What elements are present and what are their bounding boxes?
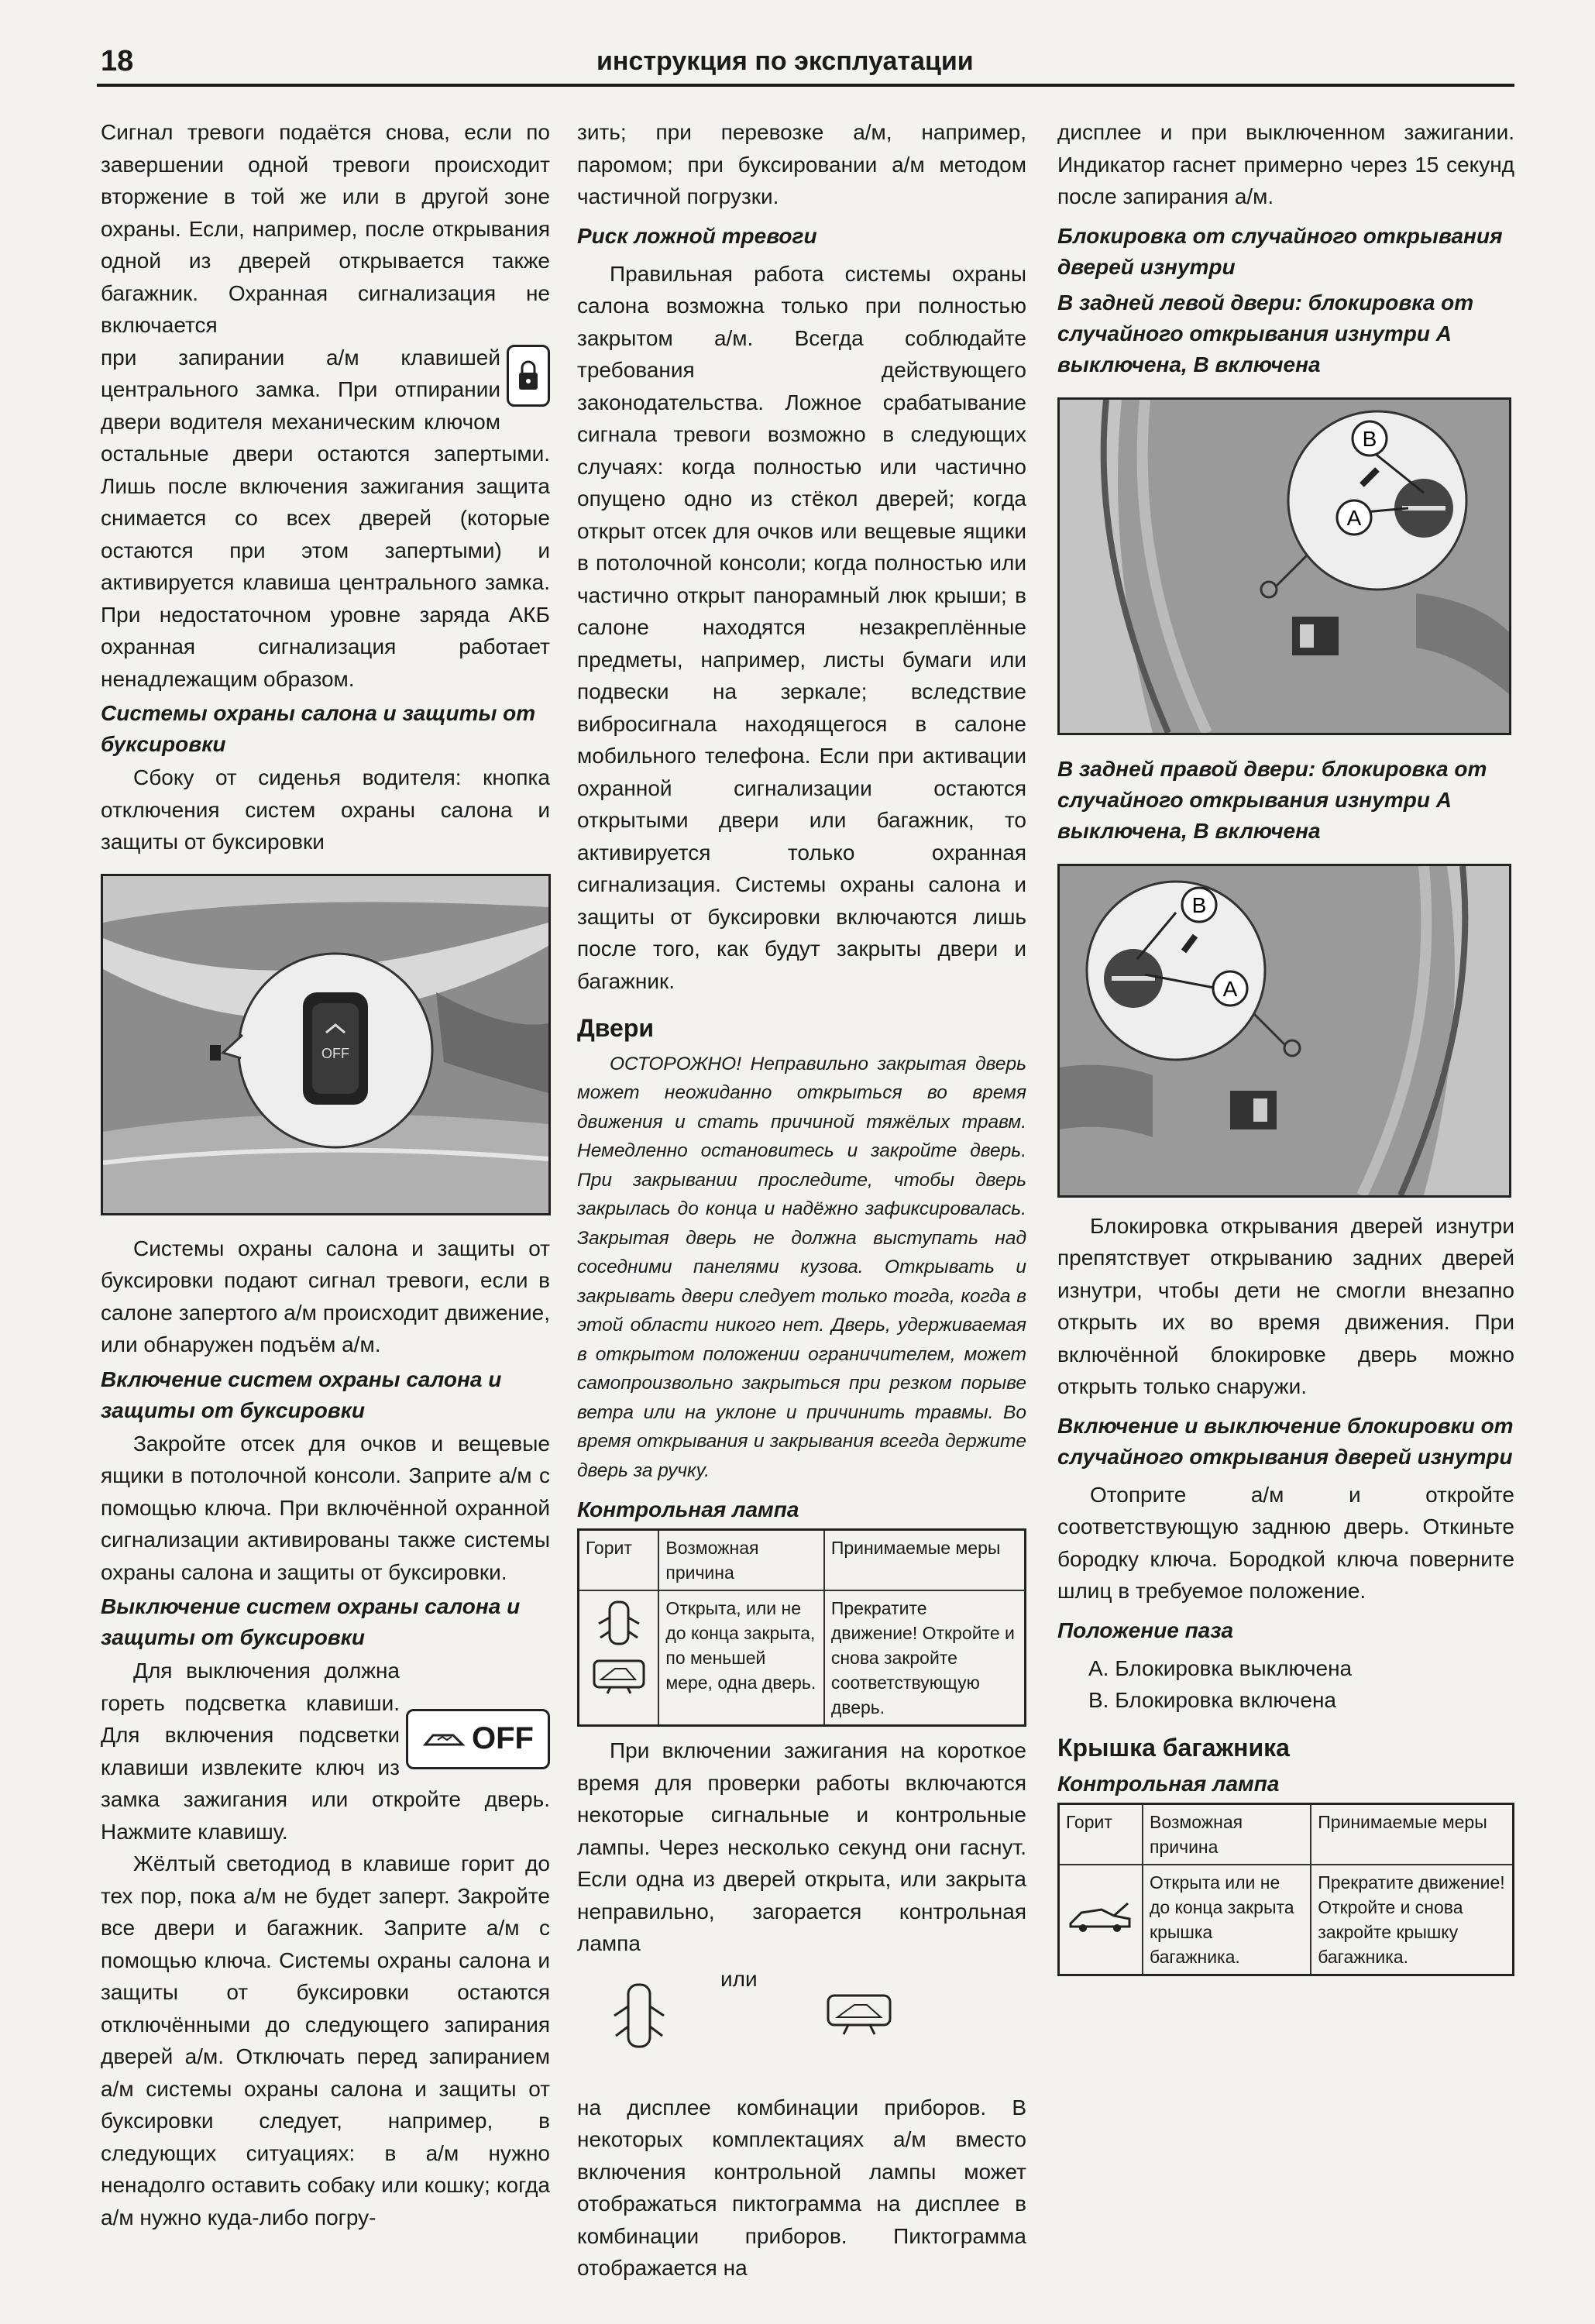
column-3 [1057,116,1514,1984]
column-1 [101,116,550,2233]
paragraph: на дисплее комбинации приборов. В некоторых комплектациях а/м вместо включения контрольной лампы может отображаться пиктограмма на дисплее в комбинации приборов. Пиктограмма отображается на [577,2095,1026,2280]
column-2 [577,116,1026,2284]
door-display-icon [592,1656,646,1695]
paragraph: Жёлтый светодиод в клавише горит до тех пор, пока а/м не будет заперт. Закройте все двери и багажник. Заприте а/м с помощью ключа. Системы охраны салона и защиты от буксировки остаются отключёнными до следующего запирания дверей а/м. Отключать перед запиранием а/м системы охраны салона и защиты от буксировки следует, например, в следующих ситуациях: в а/м нужно ненадолго оставить собаку или кошку; когда а/м нужно куда-либо погру- [101,1851,550,2229]
table-header: Принимаемые меры [1311,1804,1513,1865]
door-open-icon [608,1975,670,2061]
section-heading: Системы охраны салона и защиты от буксировки [101,701,536,756]
table-cell: Открыта, или не до конца закрыта, по меньшей мере, одна дверь. [658,1590,823,1726]
vehicle-tow-icon [422,1728,466,1751]
paragraph: Сбоку от сиденья водителя: кнопка отключения систем охраны салона и защиты от буксировки [101,765,550,854]
indicator-table-trunk [1057,1803,1514,1976]
table-header: Принимаемые меры [824,1530,1026,1591]
section-heading: Контрольная лампа [577,1497,799,1521]
paragraph: Закройте отсек для очков и вещевые ящики в потолочной консоли. Заприте а/м с помощью ключа. При включённой охранной сигнализации активированы также системы охраны салона и защиты от буксировки. [101,1431,550,1584]
list-item: А. Блокировка выключена [1088,1655,1353,1680]
paragraph: Для выключения должна гореть подсветка клавиши. Для включения подсветки клавиши извлеките ключ из замка зажигания или откройте дверь. Нажмите клавишу. [101,1659,550,1844]
table-cell: Открыта или не до конца закрыта крышка багажника. [1143,1865,1311,1975]
label-b: B [1362,426,1377,451]
figure-off-button [101,874,551,1215]
paragraph: дисплее и при выключенном зажигании. Индикатор гаснет примерно через 15 секунд после запирания а/м. [1057,120,1514,208]
running-title: инструкция по эксплуатации [596,46,974,76]
door-display-icon [825,1991,895,2037]
lock-icon [517,359,540,393]
lock-key-box [507,345,550,407]
left-door-photo [1060,400,1509,733]
off-label: OFF [321,1045,349,1061]
section-heading: В задней правой двери: блокировка от случайного открывания изнутри А выключена, В включена [1057,756,1487,843]
paragraph: При включении зажигания на короткое время для проверки работы включаются некоторые сигнальные и контрольные лампы. Через несколько секунд они гаснут. Если одна из дверей открыта, или закрыта неправильно, загорается контрольная лампа [577,1738,1026,1955]
paragraph: зить; при перевозке а/м, например, паромом; при буксировании а/м методом частичной погрузки. [577,120,1026,208]
label-b: B [1191,892,1207,917]
slot-positions-list [1057,1652,1514,1717]
table-icon-cell [1059,1865,1143,1975]
table-icon-cell [579,1590,659,1726]
paragraph: Сигнал тревоги подаётся снова, если по завершении одной тревоги происходит вторжение в той же или в другой зоне охраны. Если, например, после открывания одной из дверей открывается также багажник. Охранная сигнализация не включается [101,120,550,337]
or-text: или [720,1966,758,1991]
section-heading: Контрольная лампа [1057,1772,1280,1796]
table-cell: Прекратите движение! Откройте и снова закройте соответствующую дверь. [824,1590,1026,1726]
table-header: Горит [579,1530,659,1591]
section-heading: В задней левой двери: блокировка от случайного открывания изнутри А выключена, В включена [1057,290,1474,376]
right-door-photo [1060,866,1509,1195]
warning-text: ОСТОРОЖНО! Неправильно закрытая дверь может неожиданно открыться во время движения и стать причиной тяжёлых травм. Немедленно остановитесь и закройте дверь. При закрывании проследите, чтобы дверь закрылась до конца и надёжно зафиксировалась. Закрытая дверь не должна выступать над соседними панелями кузова. Открывать и закрывать двери следует только тогда, когда в этой области никого нет. Дверь, удерживаемая в открытом положении ограничителем, может самопроизвольно закрыться при резком порыве ветра или на уклоне и причинить травмы. Во время открывания и закрывания всегда держите дверь за ручку. [577,1053,1026,1481]
section-heading: Включение и выключение блокировки от случайного открывания дверей изнутри [1057,1413,1514,1469]
off-key-label: OFF [472,1721,534,1756]
door-open-icon [596,1596,642,1650]
figure-left-door-lock [1057,397,1511,735]
interior-photo [103,876,548,1213]
header-rule [97,84,1514,87]
table-cell: Прекратите движение! Откройте и снова закройте крышку багажника. [1311,1865,1513,1975]
table-header: Возможная причина [1143,1804,1311,1865]
lamp-icons-row [577,1960,1026,2068]
section-heading: Положение паза [1057,1618,1234,1642]
figure-right-door-lock [1057,864,1511,1198]
paragraph: Системы охраны салона и защиты от буксировки подают сигнал тревоги, если в салоне запертого а/м происходит движение, или обнаружен подъём а/м. [101,1236,550,1356]
section-heading: Включение систем охраны салона и защиты от буксировки [101,1367,502,1422]
section-heading: Блокировка от случайного открывания дверей изнутри [1057,223,1503,279]
paragraph: Отоприте а/м и откройте соответствующую заднюю дверь. Откиньте бородку ключа. Бородкой ключа поверните шлиц в требуемое положение. [1057,1482,1514,1603]
section-title-trunk: Крышка багажника [1057,1733,1290,1762]
paragraph: Блокировка открывания дверей изнутри препятствует открыванию задних дверей изнутри, чтобы дети не смогли внезапно открыть их во время движения. При включённой блокировке дверь можно открыть только снаружи. [1057,1213,1514,1398]
list-item: В. Блокировка включена [1088,1688,1337,1712]
off-key-box [406,1709,550,1769]
section-heading: Выключение систем охраны салона и защиты от буксировки [101,1594,521,1649]
table-header: Горит [1059,1804,1143,1865]
section-heading: Риск ложной тревоги [577,223,817,248]
section-title-doors: Двери [577,1014,655,1042]
paragraph: при запирании а/м клавишей центрального замка. При отпирании двери водителя механическим ключом остальные двери остаются запертыми. Лишь после включения зажигания защита снимается со всех дверей (которые остаются при этом запертыми) и активируется клавиша центрального замка. При недостаточном уровне заряда АКБ охранная сигнализация работает ненадлежащим образом. [101,345,550,691]
label-a: A [1346,505,1362,530]
paragraph: Правильная работа системы охраны салона возможна только при полностью закрытом а/м. Всегда соблюдайте требования действующего законодательства. Ложное срабатывание сигнала тревоги возможно в следующих случаях: когда полностью или частично опущено одно из стёкол дверей; когда открыт отсек для очков или вещевые ящики в потолочной консоли; когда полностью или частично открыт панорамный люк крыши; в салоне находятся незакреплённые предметы, например, листы бумаги или подвески на зеркале; вследствие вибросигнала находящегося в салоне мобильного телефона. Если при активации охранной сигнализации остаются открытыми двери или багажник, то активируется только охранная сигнализация. Системы охраны салона и защиты от буксировки включаются лишь после того, как будут закрыты двери и багажник. [577,261,1026,993]
label-a: A [1222,976,1238,1001]
page-number: 18 [101,45,134,77]
table-header: Возможная причина [658,1530,823,1591]
indicator-table-doors [577,1528,1026,1727]
trunk-open-icon [1066,1897,1136,1936]
